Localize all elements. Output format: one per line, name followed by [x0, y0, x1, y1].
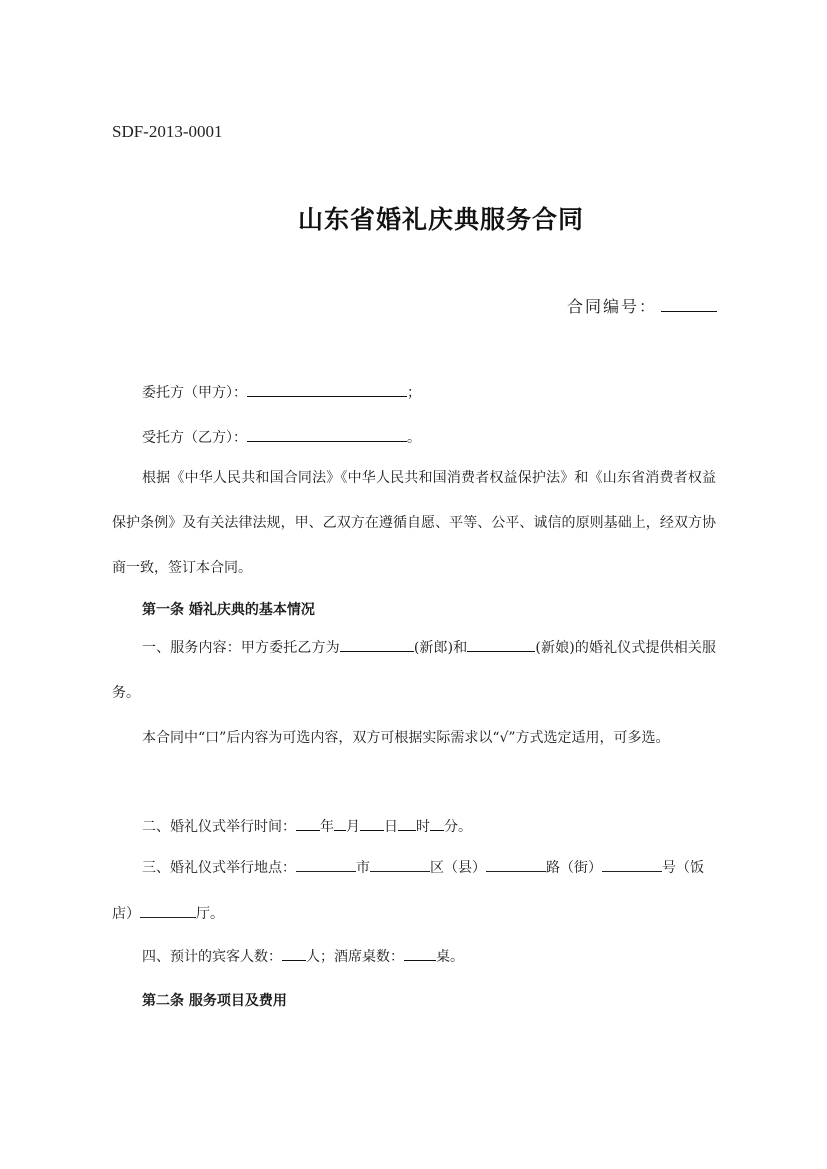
item-1-text-c: (新娘)的婚礼仪式提供相关服务。 [112, 640, 716, 701]
party-b-line [112, 427, 716, 447]
item-3-road: 路（街） [546, 860, 602, 876]
groom-name-blank [340, 637, 414, 652]
item-1-text-a: 一、服务内容：甲方委托乙方为 [142, 640, 340, 656]
item-2-month: 月 [346, 819, 360, 835]
item-3-line2-start: 店） [112, 906, 140, 922]
item-2-hour: 时 [416, 819, 430, 835]
district-blank [370, 858, 430, 872]
item-2-day: 日 [384, 819, 398, 835]
party-a-line [112, 382, 716, 402]
party-b-end: 。 [407, 430, 421, 446]
preamble-paragraph: 根据《中华人民共和国合同法》《中华人民共和国消费者权益保护法》和《山东省消费者权益保护条例》及有关法律法规，甲、乙双方在遵循自愿、平等、公平、诚信的原则基础上，经双方协商一致，签订本合同。 [112, 470, 716, 576]
document-code: SDF-2013-0001 [112, 122, 223, 141]
item-2-min: 分。 [444, 819, 472, 835]
item-4-people: 人；酒席桌数： [306, 949, 404, 965]
item-3-hall: 厅。 [196, 906, 224, 922]
party-a-end: ； [407, 385, 421, 401]
contract-number-blank [661, 295, 717, 312]
item-2-line [112, 816, 716, 836]
item-3-paragraph [112, 846, 716, 891]
party-a-blank [247, 382, 407, 397]
item-1-paragraph [112, 626, 716, 716]
item-4-line [112, 946, 716, 966]
article-2-heading: 第二条 服务项目及费用 [142, 993, 287, 1009]
item-4-label: 四、预计的宾客人数： [142, 949, 282, 965]
road-blank [486, 858, 546, 872]
item-3-city: 市 [356, 860, 370, 876]
minute-blank [430, 816, 444, 831]
optional-note-paragraph: 本合同中“口”后内容为可选内容，双方可根据实际需求以“√”方式选定适用，可多选。 [142, 730, 670, 746]
contract-number-label: 合同编号： [566, 297, 657, 316]
number-blank [602, 858, 662, 872]
item-3-label: 三、婚礼仪式举行地点： [142, 860, 296, 876]
city-blank [296, 858, 356, 872]
item-2-label: 二、婚礼仪式举行时间： [142, 819, 296, 835]
bride-name-blank [467, 637, 535, 652]
page-title: 山东省婚礼庆典服务合同 [297, 205, 584, 234]
hour-blank [398, 816, 416, 831]
contract-number [567, 294, 717, 317]
month-blank [334, 816, 346, 831]
party-b-label: 受托方（乙方）： [142, 430, 247, 446]
item-3-no-hotel: 号（饭 [662, 860, 704, 876]
article-1-heading: 第一条 婚礼庆典的基本情况 [142, 602, 315, 618]
year-blank [296, 816, 320, 831]
hall-blank [140, 904, 196, 918]
day-blank [360, 816, 384, 831]
item-4-tables: 桌。 [436, 949, 464, 965]
item-3-line-2 [112, 903, 716, 923]
party-a-label: 委托方（甲方）： [142, 385, 247, 401]
item-2-year: 年 [320, 819, 334, 835]
item-1-text-b: (新郎)和 [413, 640, 468, 656]
tables-blank [404, 946, 436, 961]
item-3-district: 区（县） [430, 860, 486, 876]
party-b-blank [247, 427, 407, 442]
guests-blank [282, 946, 306, 961]
